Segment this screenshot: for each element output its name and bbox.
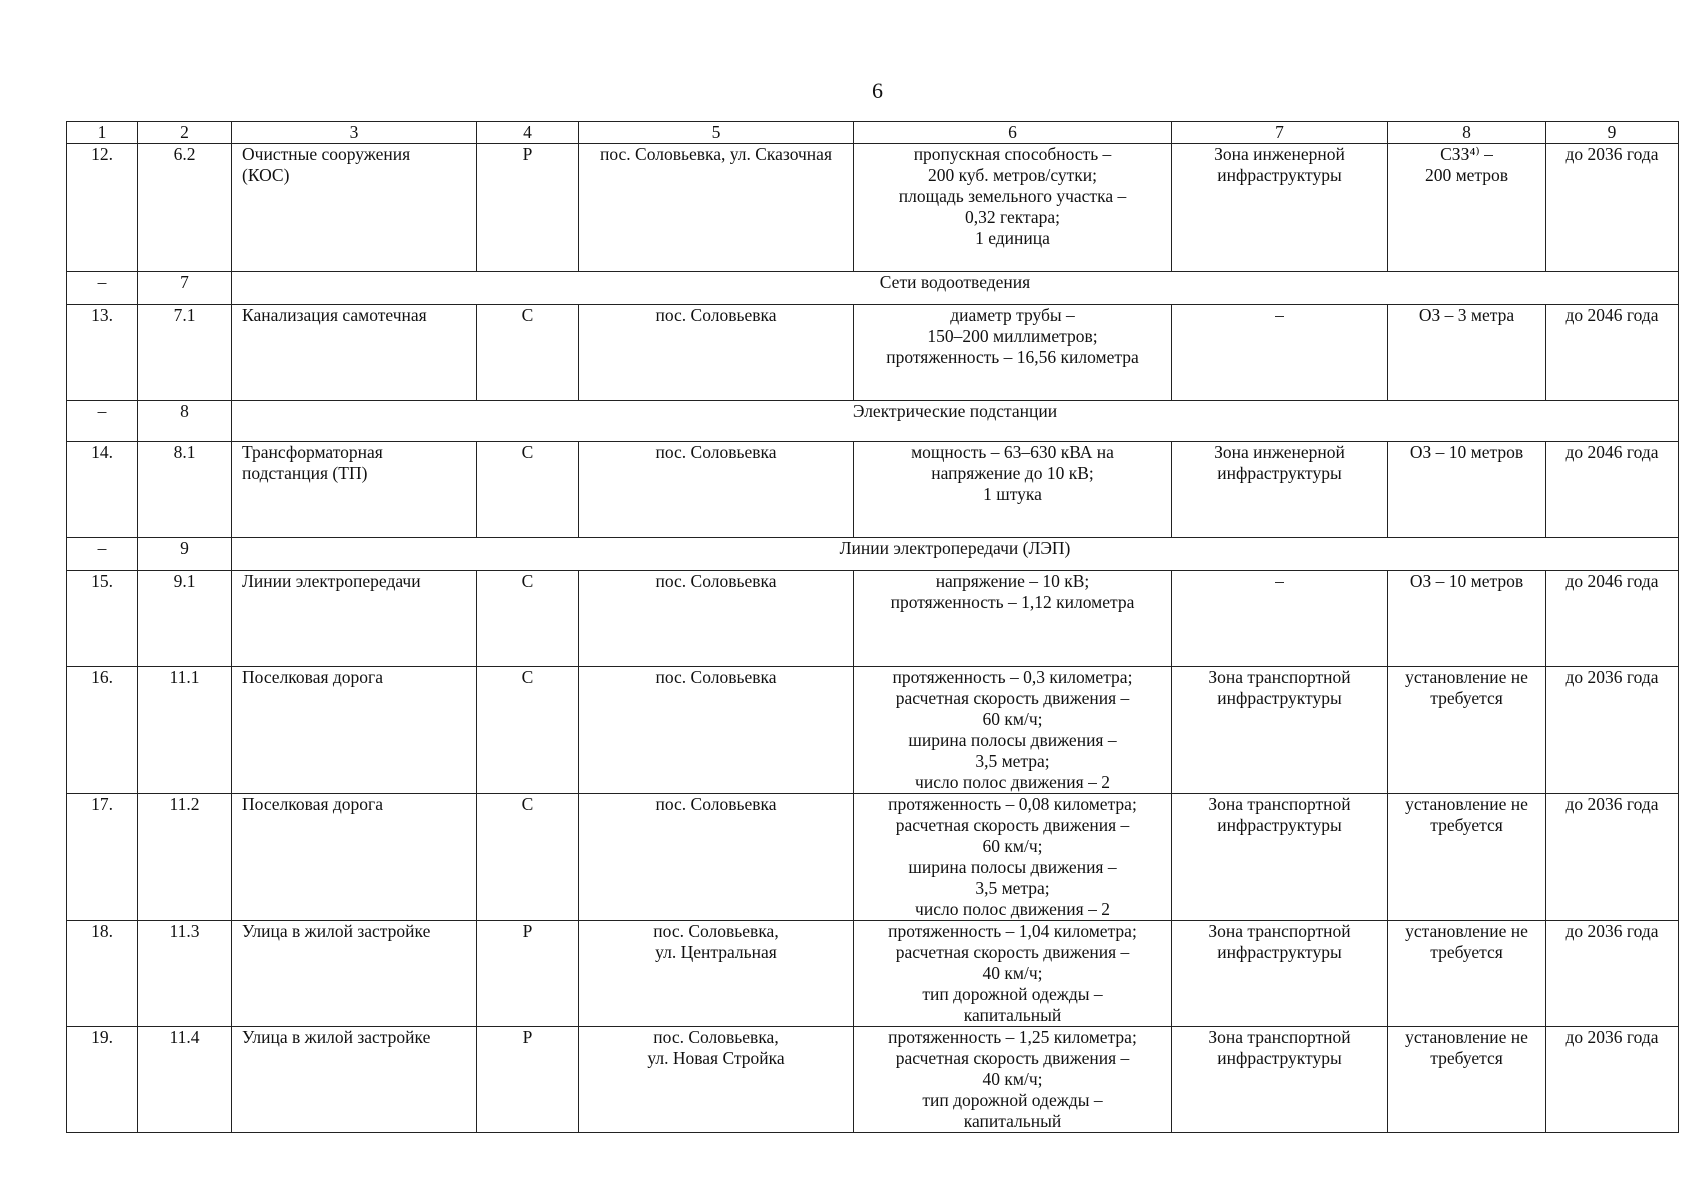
row-number-cell: – <box>67 272 138 305</box>
row-number-cell: – <box>67 538 138 571</box>
restriction-line: требуется <box>1430 688 1503 708</box>
object-name-line: Канализация самотечная <box>242 305 427 325</box>
section-row <box>67 401 1679 442</box>
parameter-line: расчетная скорость движения – <box>895 942 1130 962</box>
location-line: ул. Центральная <box>655 942 777 962</box>
parameter-line: площадь земельного участка – <box>898 186 1127 206</box>
row-number-cell: 13. <box>67 305 138 401</box>
object-code-cell: 11.4 <box>138 1027 232 1133</box>
status-cell: С <box>477 442 579 538</box>
parameters-cell <box>854 667 1172 794</box>
zone-cell <box>1172 144 1388 272</box>
zone-cell <box>1172 305 1388 401</box>
parameters-cell <box>854 305 1172 401</box>
zone-line: Зона транспортной <box>1208 1027 1351 1047</box>
parameter-line: 40 км/ч; <box>982 1069 1043 1089</box>
zone-cell <box>1172 1027 1388 1133</box>
object-name-line: Поселковая дорога <box>242 667 383 687</box>
restriction-line: требуется <box>1430 942 1503 962</box>
parameter-line: расчетная скорость движения – <box>895 815 1130 835</box>
parameters-cell <box>854 571 1172 667</box>
restriction-cell <box>1388 921 1546 1027</box>
object-code-cell: 11.2 <box>138 794 232 921</box>
term-cell: до 2046 года <box>1546 571 1679 667</box>
location-line: пос. Соловьевка <box>655 667 777 687</box>
zone-line: инфраструктуры <box>1217 463 1342 483</box>
restriction-cell <box>1388 442 1546 538</box>
parameter-line: капитальный <box>963 1005 1062 1025</box>
parameter-line: протяженность – 16,56 километра <box>886 347 1139 367</box>
parameter-line: 1 штука <box>983 484 1042 504</box>
zone-line: инфраструктуры <box>1217 165 1342 185</box>
parameter-line: тип дорожной одежды – <box>922 1090 1103 1110</box>
table-row <box>67 1027 1679 1133</box>
restriction-line: 200 метров <box>1424 165 1509 185</box>
row-number-cell: 19. <box>67 1027 138 1133</box>
zone-line: – <box>1275 305 1284 325</box>
parameter-line: напряжение до 10 кВ; <box>931 463 1094 483</box>
row-number-cell: 17. <box>67 794 138 921</box>
object-name-cell <box>232 305 477 401</box>
table-row <box>67 305 1679 401</box>
status-cell: С <box>477 305 579 401</box>
term-cell: до 2036 года <box>1546 1027 1679 1133</box>
zone-line: Зона транспортной <box>1208 921 1351 941</box>
status-cell: С <box>477 794 579 921</box>
location-cell <box>579 442 854 538</box>
section-code-cell: 8 <box>138 401 232 442</box>
row-number-cell: – <box>67 401 138 442</box>
parameter-line: протяженность – 0,3 километра; <box>892 667 1133 687</box>
zone-line: инфраструктуры <box>1217 942 1342 962</box>
object-code-cell: 6.2 <box>138 144 232 272</box>
parameter-line: протяженность – 1,12 километра <box>890 592 1135 612</box>
location-line: пос. Соловьевка, ул. Сказочная <box>599 144 832 164</box>
parameter-line: 40 км/ч; <box>982 963 1043 983</box>
row-number-cell: 16. <box>67 667 138 794</box>
section-row <box>67 272 1679 305</box>
restriction-line: установление не <box>1405 1027 1528 1047</box>
restriction-cell <box>1388 1027 1546 1133</box>
term-cell: до 2036 года <box>1546 794 1679 921</box>
object-code-cell: 8.1 <box>138 442 232 538</box>
parameter-line: ширина полосы движения – <box>908 857 1117 877</box>
zone-line: Зона инженерной <box>1214 442 1345 462</box>
zone-cell <box>1172 921 1388 1027</box>
object-name-cell <box>232 571 477 667</box>
restriction-cell <box>1388 305 1546 401</box>
object-name-cell <box>232 921 477 1027</box>
parameter-line: 60 км/ч; <box>982 709 1043 729</box>
header-cell: 3 <box>232 122 477 144</box>
location-cell <box>579 667 854 794</box>
restriction-line: требуется <box>1430 1048 1503 1068</box>
restriction-cell <box>1388 794 1546 921</box>
status-cell: Р <box>477 1027 579 1133</box>
zone-line: инфраструктуры <box>1217 688 1342 708</box>
object-code-cell: 11.1 <box>138 667 232 794</box>
zone-line: – <box>1275 571 1284 591</box>
objects-table <box>66 121 1679 1133</box>
status-cell: С <box>477 667 579 794</box>
parameter-line: расчетная скорость движения – <box>895 688 1130 708</box>
parameter-line: тип дорожной одежды – <box>922 984 1103 1004</box>
location-cell <box>579 1027 854 1133</box>
section-title-cell: Линии электропередачи (ЛЭП) <box>232 538 1679 571</box>
location-line: пос. Соловьевка <box>655 794 777 814</box>
restriction-line: СЗЗ⁴⁾ – <box>1440 144 1493 164</box>
parameter-line: 0,32 гектара; <box>965 207 1060 227</box>
object-name-cell <box>232 794 477 921</box>
term-cell: до 2036 года <box>1546 921 1679 1027</box>
object-name-line: Улица в жилой застройке <box>242 1027 431 1047</box>
parameters-cell <box>854 921 1172 1027</box>
header-cell: 4 <box>477 122 579 144</box>
location-line: пос. Соловьевка, <box>653 921 779 941</box>
table-row <box>67 442 1679 538</box>
zone-cell <box>1172 794 1388 921</box>
parameter-line: 60 км/ч; <box>982 836 1043 856</box>
object-name-line: подстанция (ТП) <box>242 463 368 483</box>
header-cell: 9 <box>1546 122 1679 144</box>
parameters-cell <box>854 794 1172 921</box>
parameter-line: 150–200 миллиметров; <box>927 326 1098 346</box>
location-line: пос. Соловьевка <box>655 571 777 591</box>
parameters-cell <box>854 1027 1172 1133</box>
restriction-line: требуется <box>1430 815 1503 835</box>
table-row <box>67 571 1679 667</box>
location-cell <box>579 144 854 272</box>
location-cell <box>579 921 854 1027</box>
object-name-cell <box>232 144 477 272</box>
header-cell: 2 <box>138 122 232 144</box>
zone-line: Зона транспортной <box>1208 794 1351 814</box>
zone-line: Зона инженерной <box>1214 144 1345 164</box>
parameter-line: 3,5 метра; <box>975 751 1050 771</box>
parameter-line: 3,5 метра; <box>975 878 1050 898</box>
header-cell: 8 <box>1388 122 1546 144</box>
object-name-cell <box>232 667 477 794</box>
zone-line: инфраструктуры <box>1217 1048 1342 1068</box>
restriction-line: ОЗ – 3 метра <box>1418 305 1515 325</box>
parameter-line: диаметр трубы – <box>950 305 1075 325</box>
header-cell: 6 <box>854 122 1172 144</box>
table-body <box>67 122 1679 1133</box>
parameter-line: число полос движения – 2 <box>915 899 1110 919</box>
section-title-cell: Сети водоотведения <box>232 272 1679 305</box>
object-name-line: Очистные сооружения <box>242 144 411 164</box>
object-name-cell <box>232 442 477 538</box>
term-cell: до 2036 года <box>1546 667 1679 794</box>
section-row <box>67 538 1679 571</box>
object-name-line: Поселковая дорога <box>242 794 383 814</box>
row-number-cell: 15. <box>67 571 138 667</box>
object-name-cell <box>232 1027 477 1133</box>
header-row <box>67 122 1679 144</box>
zone-cell <box>1172 442 1388 538</box>
table-row <box>67 667 1679 794</box>
header-cell: 1 <box>67 122 138 144</box>
parameter-line: пропускная способность – <box>913 144 1112 164</box>
parameter-line: протяженность – 1,25 километра; <box>888 1027 1137 1047</box>
term-cell: до 2046 года <box>1546 442 1679 538</box>
status-cell: Р <box>477 144 579 272</box>
object-name-line: Трансформаторная <box>242 442 383 462</box>
restriction-cell <box>1388 667 1546 794</box>
parameter-line: мощность – 63–630 кВА на <box>911 442 1114 462</box>
location-line: пос. Соловьевка <box>655 442 777 462</box>
section-title-cell: Электрические подстанции <box>232 401 1679 442</box>
object-code-cell: 11.3 <box>138 921 232 1027</box>
row-number-cell: 18. <box>67 921 138 1027</box>
location-cell <box>579 794 854 921</box>
restriction-line: установление не <box>1405 794 1528 814</box>
object-name-line: Линии электропередачи <box>242 571 421 591</box>
parameter-line: расчетная скорость движения – <box>895 1048 1130 1068</box>
restriction-line: установление не <box>1405 667 1528 687</box>
header-cell: 5 <box>579 122 854 144</box>
parameter-line: капитальный <box>963 1111 1062 1131</box>
location-line: пос. Соловьевка <box>655 305 777 325</box>
restriction-cell <box>1388 571 1546 667</box>
parameter-line: 1 единица <box>975 228 1050 248</box>
zone-cell <box>1172 667 1388 794</box>
parameter-line: 200 куб. метров/сутки; <box>927 165 1098 185</box>
object-code-cell: 7.1 <box>138 305 232 401</box>
row-number-cell: 12. <box>67 144 138 272</box>
parameter-line: напряжение – 10 кВ; <box>935 571 1090 591</box>
zone-cell <box>1172 571 1388 667</box>
location-cell <box>579 305 854 401</box>
restriction-cell <box>1388 144 1546 272</box>
parameter-line: протяженность – 0,08 километра; <box>888 794 1137 814</box>
header-cell: 7 <box>1172 122 1388 144</box>
table-row <box>67 144 1679 272</box>
restriction-line: установление не <box>1405 921 1528 941</box>
section-code-cell: 7 <box>138 272 232 305</box>
row-number-cell: 14. <box>67 442 138 538</box>
parameters-cell <box>854 442 1172 538</box>
zone-line: Зона транспортной <box>1208 667 1351 687</box>
zone-line: инфраструктуры <box>1217 815 1342 835</box>
parameters-cell <box>854 144 1172 272</box>
restriction-line: ОЗ – 10 метров <box>1409 571 1524 591</box>
parameter-line: ширина полосы движения – <box>908 730 1117 750</box>
object-name-line: (КОС) <box>242 165 290 185</box>
table-row <box>67 794 1679 921</box>
page-number: 6 <box>872 78 883 103</box>
location-line: ул. Новая Стройка <box>647 1048 785 1068</box>
section-code-cell: 9 <box>138 538 232 571</box>
status-cell: Р <box>477 921 579 1027</box>
status-cell: С <box>477 571 579 667</box>
object-name-line: Улица в жилой застройке <box>242 921 431 941</box>
location-cell <box>579 571 854 667</box>
restriction-line: ОЗ – 10 метров <box>1409 442 1524 462</box>
term-cell: до 2036 года <box>1546 144 1679 272</box>
object-code-cell: 9.1 <box>138 571 232 667</box>
table-row <box>67 921 1679 1027</box>
parameter-line: число полос движения – 2 <box>915 772 1110 792</box>
term-cell: до 2046 года <box>1546 305 1679 401</box>
location-line: пос. Соловьевка, <box>653 1027 779 1047</box>
parameter-line: протяженность – 1,04 километра; <box>888 921 1137 941</box>
